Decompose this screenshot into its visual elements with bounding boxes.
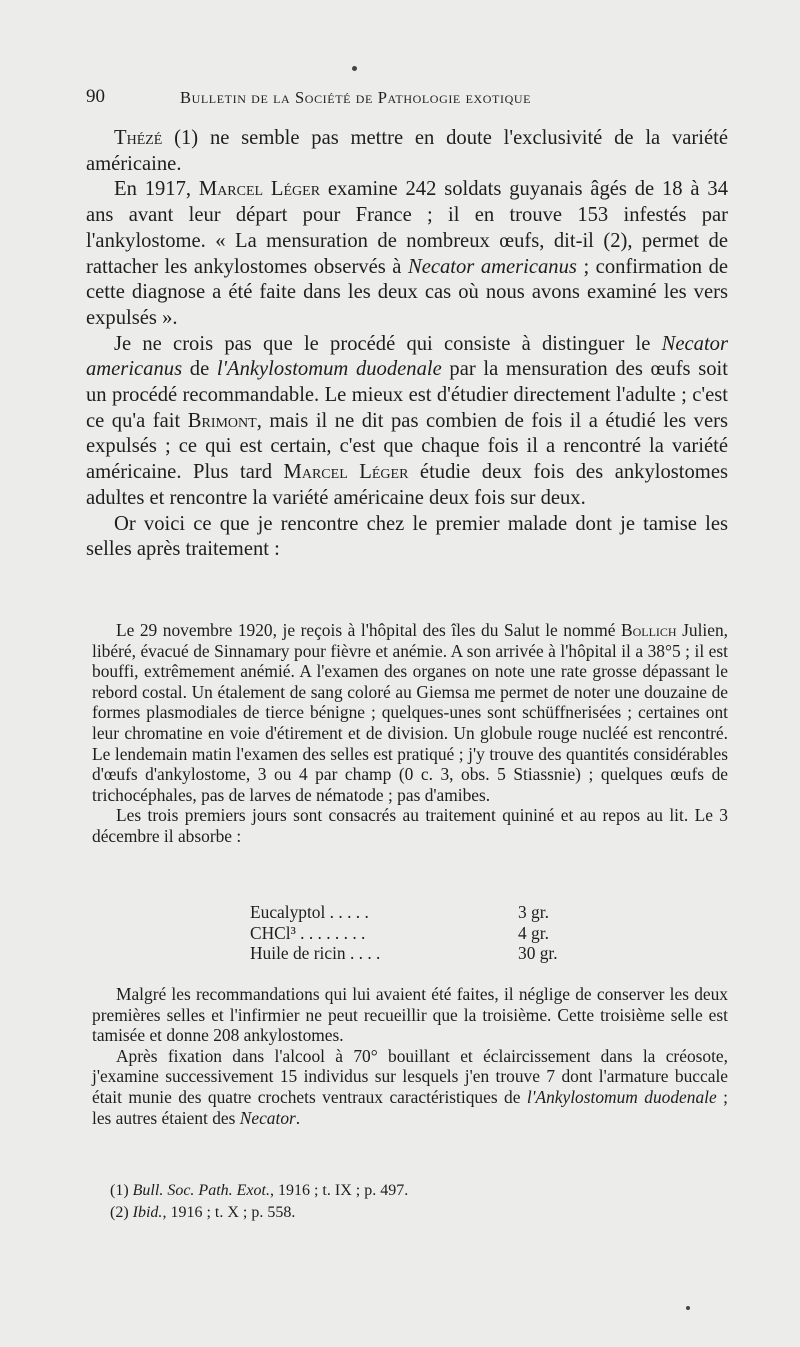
paragraph-4	[86, 512, 728, 563]
footnote-1	[110, 1180, 710, 1202]
footnote-number: (2)	[110, 1204, 133, 1221]
ingredient-name: Huile de ricin . . . .	[250, 943, 381, 964]
recipe-row	[250, 943, 580, 964]
footnote-2	[110, 1202, 710, 1224]
paragraph-text: examine 242 soldats guyanais âgés de 18 à 34 ans avant leur départ pour France ; il en trouve 153 infestés par l'ankylostome. « La mensuration de nombreux œufs, dit-il (2), permet de rattacher les ankylostomes observés à	[86, 178, 728, 278]
recipe-row	[250, 902, 580, 923]
page-header	[86, 86, 726, 116]
ink-spot	[686, 1306, 690, 1310]
footnote-number: (1)	[110, 1182, 133, 1199]
paragraph-text: par la mensuration des œufs soit un procédé recommandable. Le mieux est d'étudier directement l'adulte ; c'est ce qu'a fait	[86, 358, 728, 432]
footnote-source: Bull. Soc. Path. Exot.	[132, 1182, 270, 1199]
paragraph-text: Le 29 novembre 1920, je reçois à l'hôpital des îles du Salut le nommé	[116, 620, 621, 640]
paragraph-text: Je ne crois pas que le procédé qui consiste à distinguer le	[114, 332, 662, 355]
page-number: 90	[86, 86, 105, 107]
footnote-text: , 1916 ; t. IX ; p. 497.	[269, 1182, 409, 1199]
author-name: Marcel Léger	[198, 178, 321, 201]
paragraph-2	[86, 177, 728, 331]
paragraph-text: de	[182, 358, 217, 381]
author-name: Marcel Léger	[283, 461, 409, 484]
case-paragraph-3	[92, 984, 728, 1046]
paragraph-text: Les trois premiers jours sont consacrés au traitement quininé et au repos au lit. Le 3 décembre il absorbe :	[92, 805, 728, 846]
paragraph-1	[86, 126, 728, 177]
case-paragraph-4	[92, 1046, 728, 1128]
species-name: Necator americanus	[407, 255, 577, 278]
recipe-row	[250, 923, 580, 944]
paragraph-text: .	[295, 1107, 301, 1128]
author-name: Thézé	[114, 127, 163, 149]
case-paragraph-2	[92, 805, 728, 846]
paragraph-text: ; les autres étaient des	[92, 1086, 728, 1128]
case-report-continued	[92, 984, 728, 1128]
species-name: l'Ankylostomum duodenale	[526, 1086, 717, 1107]
paragraph-text: , mais il ne dit pas combien de fois il a étudié les vers expulsés ; ce qui est certain, c'est que chaque fois il a rencontré la variété américaine. Plus tard	[86, 409, 728, 484]
running-title: Bulletin de la Société de Pathologie exotique	[180, 88, 532, 107]
species-name: l'Ankylostomum duodenale	[216, 358, 442, 381]
paragraph-3	[86, 332, 728, 512]
ingredient-dose: 4 gr.	[518, 922, 549, 943]
ingredient-dose: 3 gr.	[518, 902, 549, 922]
paragraph-text: Julien, libéré, évacué de Sinnamary pour fièvre et anémie. A son arrivée à l'hôpital il a 38°5 ; il est bouffi, extrêmement anémié. A l'examen des organes on note une rate grosse dépassant le rebord costal. Un étalement de sang coloré au Giemsa me permet de noter une douzaine de formes plasmodiales de tierce bénigne ; quelques-unes sont schüffnerisées ; certaines ont leur chromatine en voie d'étirement et de division. Un globule rouge nucléé est rencontré. Le lendemain matin l'examen des selles est pratiqué ; j'y trouve des quantités considérables d'œufs d'ankylostome, 3 ou 4 par champ (0 c. 3, obs. 5 Stiassnie) ; quelques œufs de trichocéphales, pas de larves de nématode ; pas d'amibes.	[92, 620, 728, 805]
case-report	[92, 620, 728, 847]
paragraph-text: Après fixation dans l'alcool à 70° bouillant et éclaircissement dans la créosote, j'examine successivement 15 individus sur lesquels j'en trouve 7 dont l'armature buccale était munie des quatre crochets ventraux caractéristiques de	[92, 1045, 728, 1107]
paragraph-text: ; confirmation de cette diagnose a été faite dans les deux cas où nous avons examiné les vers expulsés ».	[86, 255, 729, 329]
paragraph-text: étudie deux fois des ankylostomes adultes et rencontre la variété américaine deux fois sur deux.	[86, 461, 728, 509]
ink-spot	[352, 66, 357, 71]
paragraph-text: (1) ne semble pas mettre en doute l'exclusivité de la variété américaine.	[86, 127, 728, 175]
ingredient-dose: 30 gr.	[518, 943, 558, 964]
case-paragraph-1	[92, 620, 728, 805]
author-name: Brimont	[187, 409, 257, 432]
paragraph-text: Malgré les recommandations qui lui avaient été faites, il néglige de conserver les deux premières selles et l'infirmier ne peut recueillir que la troisième. Cette troisième selle est tamisée et donne 208 ankylostomes.	[92, 984, 728, 1046]
patient-name: Bollich	[620, 620, 677, 640]
species-name: Necator	[239, 1107, 296, 1128]
main-text	[86, 126, 728, 563]
ingredient-name: CHCl³ . . . . . . . .	[250, 922, 366, 943]
footnotes	[110, 1180, 710, 1224]
paragraph-text: Or voici ce que je rencontre chez le premier malade dont je tamise les selles après traitement :	[86, 512, 728, 561]
ingredient-name: Eucalyptol . . . . .	[250, 902, 369, 922]
paragraph-text: En 1917,	[114, 178, 199, 201]
species-name: Necator americanus	[86, 332, 728, 381]
footnote-source: Ibid.	[132, 1204, 163, 1221]
footnote-text: , 1916 ; t. X ; p. 558.	[162, 1204, 296, 1221]
treatment-recipe	[250, 902, 580, 964]
